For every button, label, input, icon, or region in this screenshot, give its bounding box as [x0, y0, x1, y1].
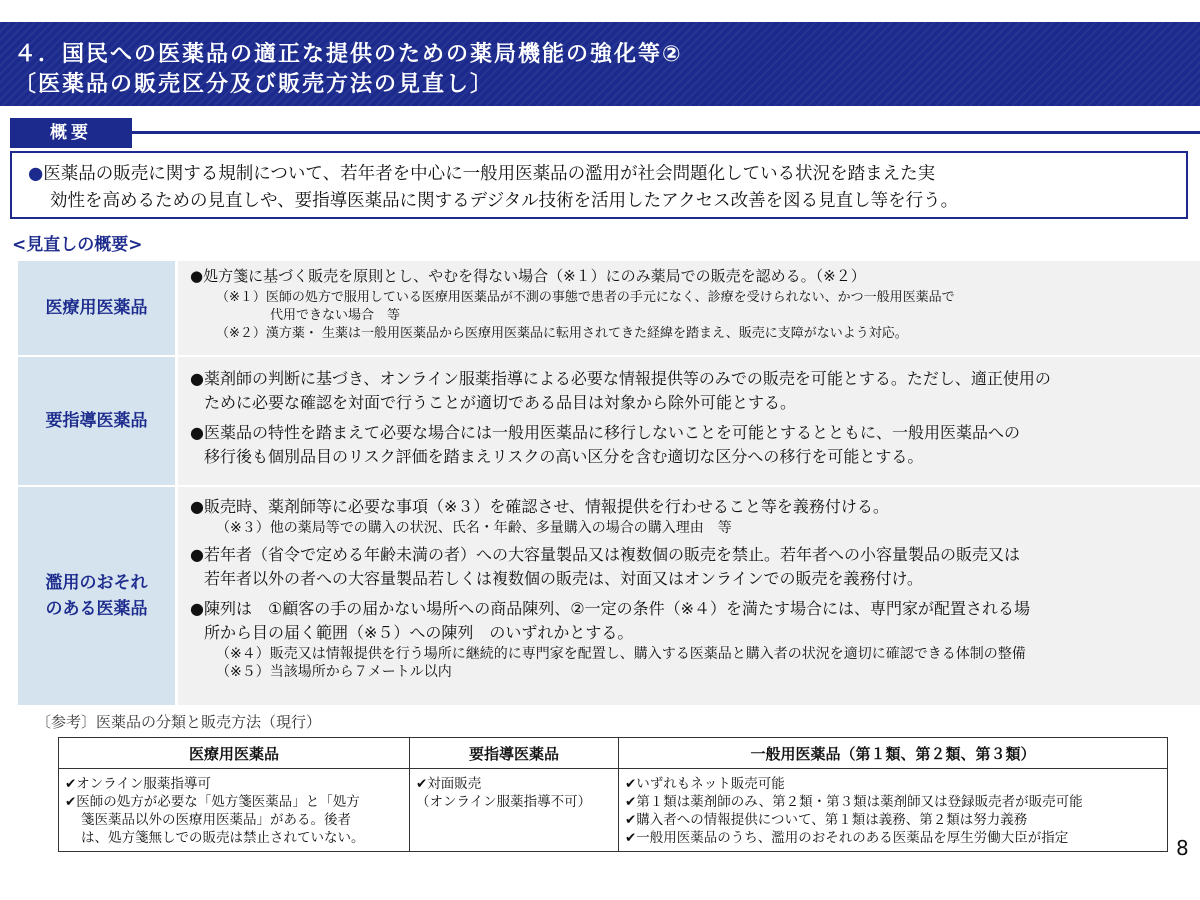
row-main-text: ●若年者（省令で定める年齢未満の者）への大容量製品又は複数個の販売を禁止。若年者への小容量製品の販売又は [190, 545, 1020, 564]
category-label: 要指導医薬品 [18, 357, 178, 485]
category-label [18, 487, 178, 705]
overview-label: 概要 [10, 118, 132, 148]
list-item: ✔オンライン服薬指導可 [65, 776, 211, 792]
overview-text-line2: 効性を高めるための見直しや、要指導医薬品に関するデジタル技術を活用したアクセス改善を図る見直し等を行う。 [50, 191, 959, 211]
review-table [18, 261, 1200, 707]
row-main-text: ●陳列は ①顧客の手の届かない場所への商品陳列、②一定の条件（※４）を満たす場合には、専門家が配置される場 [190, 599, 1031, 618]
reference-table [58, 737, 1168, 852]
table-cell-guidance [410, 769, 619, 852]
column-header: 要指導医薬品 [410, 738, 619, 769]
bullet-icon: ● [28, 164, 44, 184]
review-row-prescription [18, 261, 1200, 357]
review-section-title: <見直しの概要> [12, 235, 143, 255]
row-main-text: 所から目の届く範囲（※５）への陳列 のいずれかとする。 [204, 623, 634, 642]
row-note: （※２）漢方薬・ 生薬は一般用医薬品から医療用医薬品に転用されてきた経緯を踏まえ、販売に支障がないよう対応。 [216, 326, 908, 341]
list-item: 箋医薬品以外の医療用医薬品」がある。後者 [81, 812, 351, 828]
row-note: （※１）医師の処方で服用している医療用医薬品が不測の事態で患者の手元になく、診療を受けられない、かつ一般用医薬品で [216, 290, 955, 305]
overview-box [10, 151, 1188, 219]
row-main-text: ために必要な確認を対面で行うことが適切である品目は対象から除外可能とする。 [204, 393, 797, 412]
page-number: 8 [1176, 836, 1189, 860]
list-item: は、処方箋無しでの販売は禁止されていない。 [81, 830, 365, 846]
row-note: （※４）販売又は情報提供を行う場所に継続的に専門家を配置し、購入する医薬品と購入者の状況を適切に確認できる体制の整備 [216, 646, 1026, 662]
row-note: 代用できない場合 等 [270, 308, 401, 323]
list-item: ✔一般用医薬品のうち、濫用のおそれのある医薬品を厚生労働大臣が指定 [625, 830, 1069, 846]
overview-text-line1: 医薬品の販売に関する規制について、若年者を中心に一般用医薬品の濫用が社会問題化している状況を踏まえた実 [43, 164, 936, 184]
row-main-text: ●処方箋に基づく販売を原則とし、やむを得ない場合（※１）にのみ薬局での販売を認める。（※２） [190, 267, 866, 285]
table-header-row [59, 738, 1168, 769]
overview-divider [132, 131, 1200, 134]
table-cell-prescription [59, 769, 410, 852]
category-label-line2: のある医薬品 [45, 599, 148, 619]
page-subtitle: 〔医薬品の販売区分及び販売方法の見直し〕 [14, 72, 495, 97]
row-main-text: ●販売時、薬剤師等に必要な事項（※３）を確認させ、情報提供を行わせること等を義務付ける。 [190, 497, 889, 516]
row-main-text: ●医薬品の特性を踏まえて必要な場合には一般用医薬品に移行しないことを可能とするとともに、一般用医薬品への [190, 423, 1020, 442]
list-item: （オンライン服薬指導不可） [416, 794, 592, 810]
list-item: ✔購入者への情報提供について、第１類は義務、第２類は努力義務 [625, 812, 1028, 828]
list-item: ✔医師の処方が必要な「処方箋医薬品」と「処方 [65, 794, 360, 810]
page-header [0, 22, 1200, 106]
list-item: ✔対面販売 [416, 776, 482, 792]
review-row-abuse-risk [18, 487, 1200, 707]
category-label: 医療用医薬品 [18, 261, 178, 355]
row-main-text: 移行後も個別品目のリスク評価を踏まえリスクの高い区分を含む適切な区分への移行を可能とする。 [204, 447, 924, 466]
column-header: 医療用医薬品 [59, 738, 410, 769]
row-note: （※３）他の薬局等での購入の状況、氏名・年齢、多量購入の場合の購入理由 等 [216, 520, 732, 536]
column-header: 一般用医薬品（第１類、第２類、第３類） [619, 738, 1168, 769]
row-note: （※５）当該場所から７メートル以内 [216, 664, 452, 680]
page-title: ４．国民への医薬品の適正な提供のための薬局機能の強化等② [14, 42, 683, 67]
list-item: ✔いずれもネット販売可能 [625, 776, 785, 792]
row-main-text: 若年者以外の者への大容量製品若しくは複数個の販売は、対面又はオンラインでの販売を義務付け。 [204, 569, 923, 588]
table-row [59, 769, 1168, 852]
reference-title: 〔参考〕医薬品の分類と販売方法（現行） [36, 713, 322, 731]
category-label-line1: 濫用のおそれ [45, 573, 148, 593]
row-main-text: ●薬剤師の判断に基づき、オンライン服薬指導による必要な情報提供等のみでの販売を可能とする。ただし、適正使用の [190, 369, 1051, 388]
table-cell-otc [619, 769, 1168, 852]
overview-heading [10, 118, 1200, 148]
review-row-guidance [18, 357, 1200, 487]
list-item: ✔第１類は薬剤師のみ、第２類・第３類は薬剤師又は登録販売者が販売可能 [625, 794, 1083, 810]
